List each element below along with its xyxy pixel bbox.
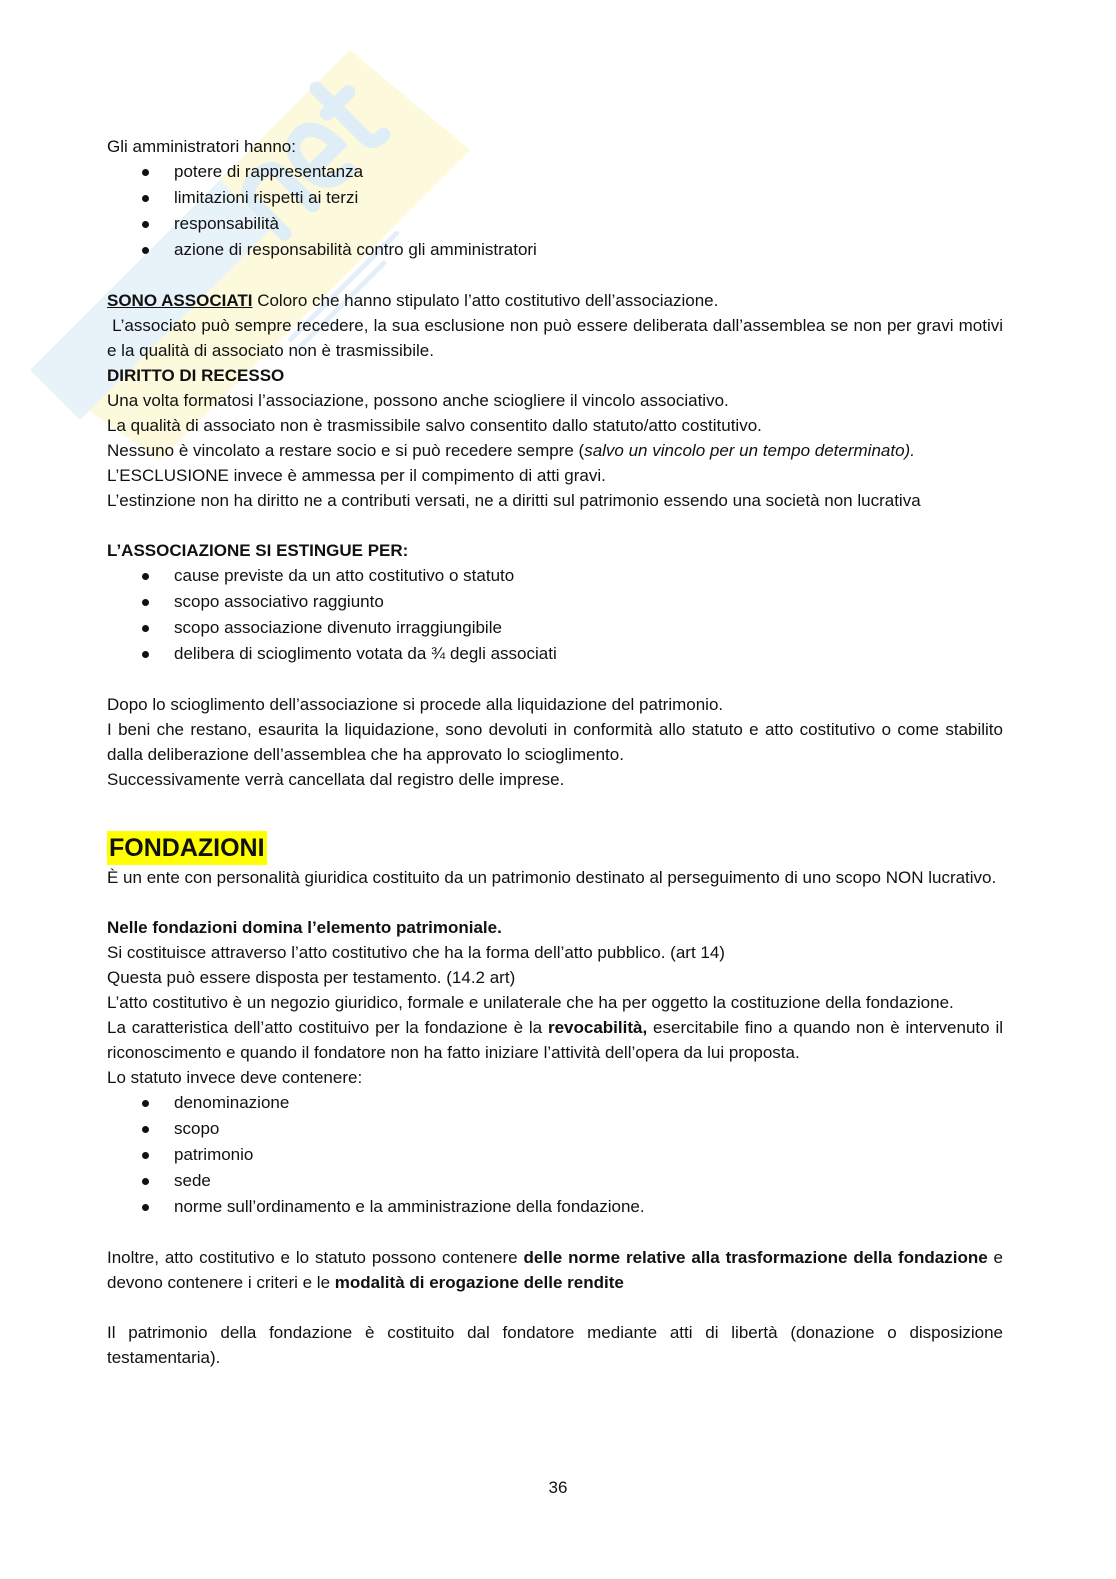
rev-b: esercitabile fino a quando non è intervenuto il riconoscimento e quando il fondatore non ha fatto iniziare l’attività dell’opera da lui proposta. bbox=[107, 1018, 1003, 1062]
list-item: scopo associativo raggiunto bbox=[107, 589, 1003, 615]
list-item: sede bbox=[107, 1168, 1003, 1194]
statuto-list bbox=[107, 1090, 1003, 1220]
fondazioni-definition: È un ente con personalità giuridica costituito da un patrimonio destinato al perseguimento di uno scopo NON lucrativo. bbox=[107, 868, 997, 887]
recesso-heading bbox=[107, 363, 1003, 388]
list-item: cause previste da un atto costitutivo o statuto bbox=[107, 563, 1003, 589]
list-item: norme sull’ordinamento e la amministrazione della fondazione. bbox=[107, 1194, 1003, 1220]
estingue-heading-text: L’ASSOCIAZIONE SI ESTINGUE PER: bbox=[107, 541, 409, 560]
p1-b: delle norme relative alla trasformazione della fondazione bbox=[523, 1248, 988, 1267]
recesso-line: L’estinzione non ha diritto ne a contributi versati, ne a diritti sul patrimonio essendo una società non lucrativa bbox=[107, 491, 921, 510]
fondazioni-heading: FONDAZIONI bbox=[107, 831, 267, 865]
document-page bbox=[107, 134, 1008, 1370]
fondazioni-bold-text: Nelle fondazioni domina l’elemento patrimoniale. bbox=[107, 918, 502, 937]
recesso-line bbox=[107, 438, 1003, 463]
rev-a: La caratteristica dell’atto costituivo per la fondazione è la bbox=[107, 1018, 548, 1037]
liquidazione-line: I beni che restano, esaurita la liquidazione, sono devoluti in conformità allo statuto e atto costitutivo o come stabilito dalla deliberazione dell’assemblea che ha approvato lo scioglimento. bbox=[107, 720, 1003, 764]
p1-a: Inoltre, atto costitutivo e lo statuto possono contenere bbox=[107, 1248, 524, 1267]
list-item: azione di responsabilità contro gli amministratori bbox=[107, 237, 1003, 263]
list-item: denominazione bbox=[107, 1090, 1003, 1116]
list-item: scopo associazione divenuto irraggiungibile bbox=[107, 615, 1003, 641]
fondazioni-revocabilita bbox=[107, 1015, 1003, 1065]
list-item: potere di rappresentanza bbox=[107, 159, 1003, 185]
recesso-line: L’ESCLUSIONE invece è ammessa per il compimento di atti gravi. bbox=[107, 466, 606, 485]
associati-para bbox=[107, 288, 1003, 313]
rev-bold: revocabilità, bbox=[547, 1018, 648, 1037]
recesso-line-3: Nessuno è vincolato a restare socio e si può recedere sempre ( bbox=[107, 441, 585, 460]
estingue-list bbox=[107, 563, 1003, 667]
list-item: responsabilità bbox=[107, 211, 1003, 237]
fondazioni-line: Si costituisce attraverso l’atto costitutivo che ha la forma dell’atto pubblico. (art 14) bbox=[107, 943, 725, 962]
list-item: limitazioni rispetti ai terzi bbox=[107, 185, 1003, 211]
statuto-intro: Lo statuto invece deve contenere: bbox=[107, 1068, 363, 1087]
recesso-heading-text: DIRITTO DI RECESSO bbox=[107, 366, 285, 385]
liquidazione-line: Successivamente verrà cancellata dal registro delle imprese. bbox=[107, 770, 565, 789]
p1-c: e devono contenere i criteri e le bbox=[107, 1248, 1003, 1292]
estingue-heading bbox=[107, 538, 1003, 563]
list-item: delibera di scioglimento votata da ¾ degli associati bbox=[107, 641, 1003, 667]
fondazioni-line: L’atto costitutivo è un negozio giuridico, formale e unilaterale che ha per oggetto la costituzione della fondazione. bbox=[107, 993, 954, 1012]
p1-d: modalità di erogazione delle rendite bbox=[334, 1273, 624, 1292]
recesso-line-3-italic: salvo un vincolo per un tempo determinato). bbox=[584, 441, 915, 460]
admins-list bbox=[107, 159, 1003, 263]
admins-intro: Gli amministratori hanno: bbox=[107, 137, 296, 156]
list-item: patrimonio bbox=[107, 1142, 1003, 1168]
fondazioni-bold-line bbox=[107, 915, 1003, 940]
fondazioni-patrimonio-para: Il patrimonio della fondazione è costituito dal fondatore mediante atti di libertà (donazione o disposizione testamentaria). bbox=[107, 1323, 1003, 1367]
list-item: scopo bbox=[107, 1116, 1003, 1142]
liquidazione-line: Dopo lo scioglimento dell’associazione si procede alla liquidazione del patrimonio. bbox=[107, 695, 724, 714]
associati-label: SONO ASSOCIATI bbox=[107, 291, 253, 310]
associati-para-2: L’associato può sempre recedere, la sua esclusione non può essere deliberata dall’assemblea se non per gravi motivi e la qualità di associato non è trasmissibile. bbox=[107, 316, 1008, 360]
fondazioni-line: Questa può essere disposta per testamento. (14.2 art) bbox=[107, 968, 516, 987]
fondazioni-norme-para bbox=[107, 1245, 1003, 1295]
recesso-line: La qualità di associato non è trasmissibile salvo consentito dallo statuto/atto costitutivo. bbox=[107, 416, 762, 435]
associati-text: Coloro che hanno stipulato l’atto costitutivo dell’associazione. bbox=[252, 291, 719, 310]
page-number: 36 bbox=[548, 1478, 568, 1497]
recesso-line: Una volta formatosi l’associazione, possono anche sciogliere il vincolo associativo. bbox=[107, 391, 729, 410]
